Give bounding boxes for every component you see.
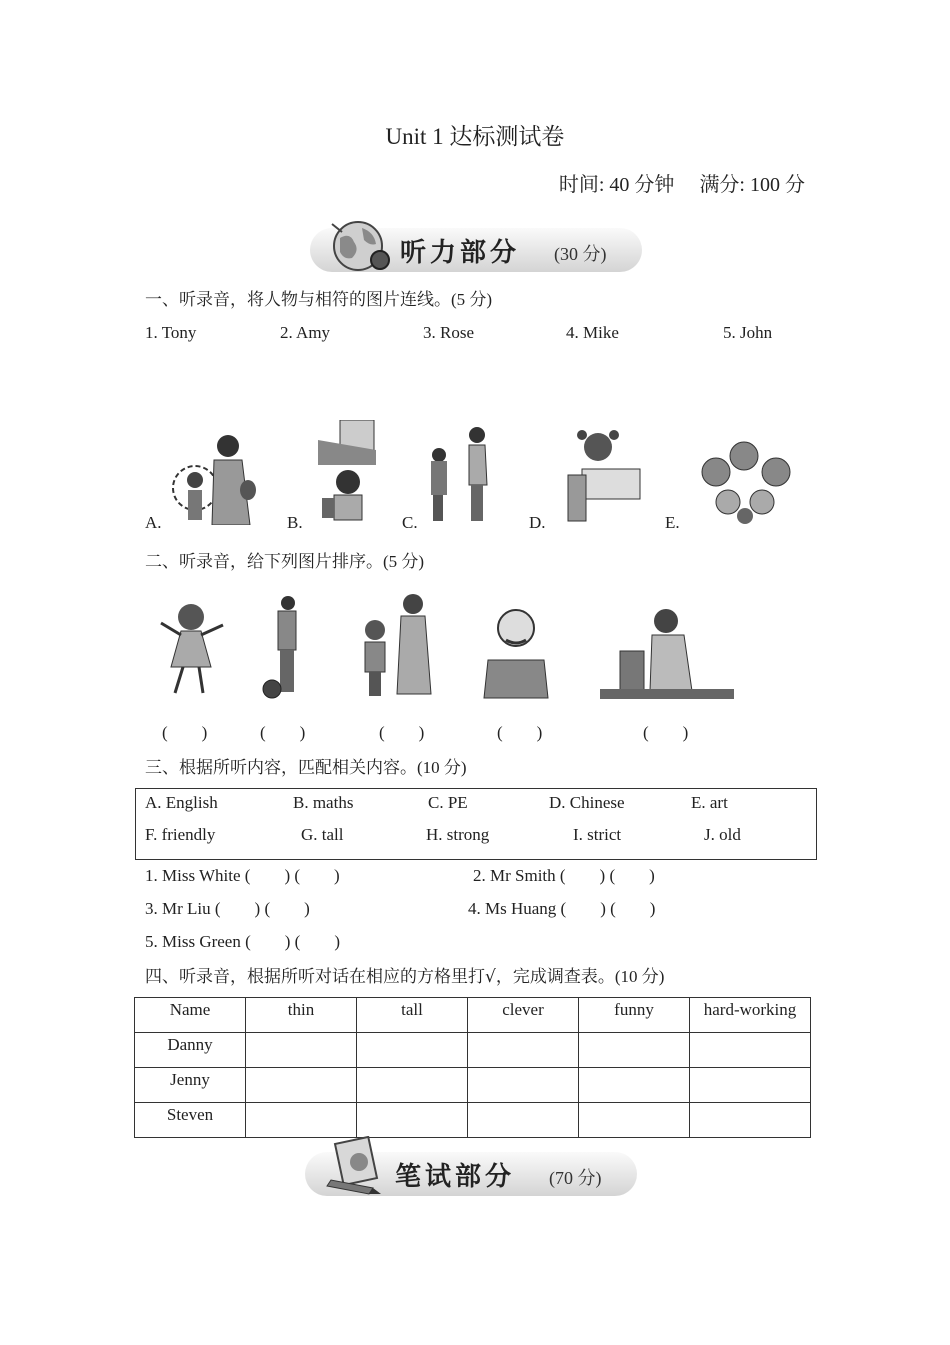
match-item-1: 1. Miss White ( ) ( ) <box>145 866 340 885</box>
match-option-e: E. art <box>691 793 728 812</box>
picture-old-man-icon <box>480 600 552 700</box>
picture-c-boy-bowing-icon <box>425 425 497 525</box>
writing-section-banner <box>305 1152 637 1196</box>
check-cell[interactable] <box>357 1068 468 1103</box>
column-header: thin <box>246 998 357 1033</box>
part1-name-2: 2. Amy <box>280 323 331 342</box>
column-header: funny <box>579 998 690 1033</box>
picture-label-a: A. <box>145 513 162 532</box>
survey-header-row <box>135 998 811 1033</box>
picture-a-mother-daughter-icon <box>170 430 262 525</box>
picture-label-b: B. <box>287 513 303 532</box>
picture-man-football-icon <box>262 595 307 700</box>
check-cell[interactable] <box>690 1033 811 1068</box>
row-name: Danny <box>135 1033 246 1068</box>
part1-name-5: 5. John <box>723 323 773 342</box>
order-blank-1[interactable]: ( ) <box>162 723 208 742</box>
match-option-i: I. strict <box>573 825 622 844</box>
picture-scientist-microscope-icon <box>600 603 736 701</box>
match-option-g: G. tall <box>301 825 344 844</box>
table-row <box>135 1068 811 1103</box>
order-blank-4[interactable]: ( ) <box>497 723 543 742</box>
check-cell[interactable] <box>579 1068 690 1103</box>
row-name: Steven <box>135 1103 246 1138</box>
column-header: Name <box>135 998 246 1033</box>
full-score: 满分: 100 分 <box>699 174 805 196</box>
check-cell[interactable] <box>246 1033 357 1068</box>
part1-name-3: 3. Rose <box>423 323 474 342</box>
match-item-3: 3. Mr Liu ( ) ( ) <box>145 899 310 918</box>
globe-speaker-icon <box>324 214 396 276</box>
check-cell[interactable] <box>468 1103 579 1138</box>
survey-table <box>134 997 811 1138</box>
exam-meta <box>539 168 805 197</box>
match-option-f: F. friendly <box>145 825 216 844</box>
check-cell[interactable] <box>246 1068 357 1103</box>
check-cell[interactable] <box>357 1103 468 1138</box>
match-option-d: D. Chinese <box>549 793 625 812</box>
match-item-5: 5. Miss Green ( ) ( ) <box>145 932 340 951</box>
picture-d-girl-piano-icon <box>562 425 642 523</box>
check-cell[interactable] <box>246 1103 357 1138</box>
check-cell[interactable] <box>357 1033 468 1068</box>
check-cell[interactable] <box>690 1068 811 1103</box>
part1-name-4: 4. Mike <box>566 323 619 342</box>
column-header: tall <box>357 998 468 1033</box>
picture-label-c: C. <box>402 513 418 532</box>
match-option-c: C. PE <box>428 793 468 812</box>
picture-label-e: E. <box>665 513 680 532</box>
time-limit: 时间: 40 分钟 <box>558 174 675 196</box>
column-header: hard-working <box>690 998 811 1033</box>
check-cell[interactable] <box>579 1103 690 1138</box>
table-row <box>135 1033 811 1068</box>
match-item-2: 2. Mr Smith ( ) ( ) <box>473 866 655 885</box>
listening-banner-label: 听力部分 <box>400 238 521 268</box>
writing-banner-score: (70 分) <box>549 1168 602 1188</box>
picture-girl-dancing-icon <box>155 595 230 700</box>
check-cell[interactable] <box>690 1103 811 1138</box>
table-row <box>135 1103 811 1138</box>
listening-section-banner <box>310 228 642 272</box>
picture-woman-boy-icon <box>355 590 437 700</box>
picture-e-children-circle-icon <box>698 440 796 525</box>
part3-heading: 三、根据所听内容，匹配相关内容。(10 分) <box>145 758 467 778</box>
check-cell[interactable] <box>468 1068 579 1103</box>
check-cell[interactable] <box>579 1033 690 1068</box>
picture-b-boy-drawing-icon <box>318 420 378 525</box>
row-name: Jenny <box>135 1068 246 1103</box>
order-blank-3[interactable]: ( ) <box>379 723 425 742</box>
writing-banner-label: 笔试部分 <box>395 1162 516 1192</box>
picture-label-d: D. <box>529 513 546 532</box>
order-blank-5[interactable]: ( ) <box>643 723 689 742</box>
order-blank-2[interactable]: ( ) <box>260 723 306 742</box>
match-option-h: H. strong <box>426 825 490 844</box>
part4-heading: 四、听录音，根据所听对话在相应的方格里打√，完成调查表。(10 分) <box>145 967 665 987</box>
part1-name-1: 1. Tony <box>145 323 197 342</box>
part2-heading: 二、听录音，给下列图片排序。(5 分) <box>145 552 425 572</box>
pencil-paper-icon <box>319 1136 391 1200</box>
match-option-b: B. maths <box>293 793 354 812</box>
match-option-a: A. English <box>145 793 218 812</box>
match-option-j: J. old <box>704 825 741 844</box>
page-title: Unit 1 达标测试卷 <box>385 124 565 149</box>
listening-banner-score: (30 分) <box>554 244 607 264</box>
match-item-4: 4. Ms Huang ( ) ( ) <box>468 899 656 918</box>
part1-heading: 一、听录音，将人物与相符的图片连线。(5 分) <box>145 290 493 310</box>
check-cell[interactable] <box>468 1033 579 1068</box>
column-header: clever <box>468 998 579 1033</box>
